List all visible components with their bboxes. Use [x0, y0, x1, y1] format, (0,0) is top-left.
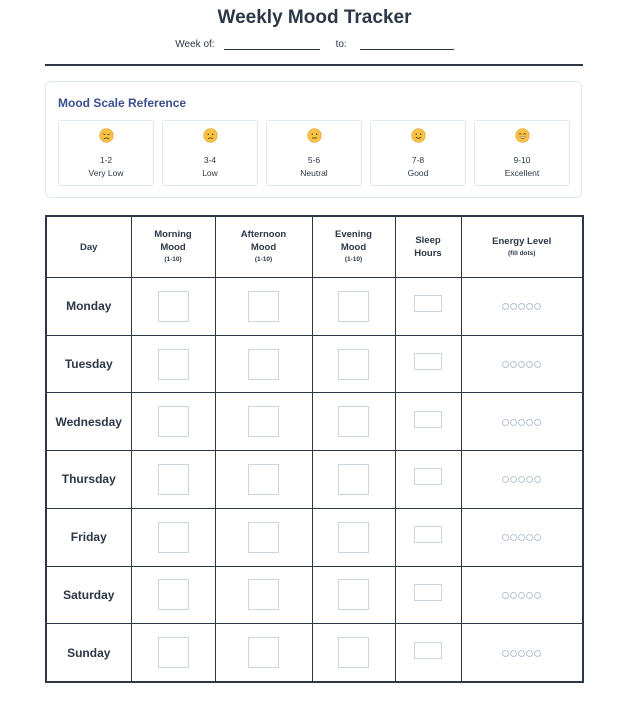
day-label: Wednesday	[46, 393, 131, 451]
energy-dots	[502, 476, 541, 483]
scale-label: Good	[407, 168, 429, 178]
energy-dot[interactable]	[526, 534, 533, 541]
energy-dot[interactable]	[510, 650, 517, 657]
afternoon-mood-cell	[215, 335, 312, 393]
mood-scale-title: Mood Scale Reference	[58, 96, 187, 110]
evening-mood-cell	[312, 335, 395, 393]
energy-level-cell	[461, 508, 583, 566]
evening-mood-input[interactable]	[338, 464, 369, 495]
morning-mood-input[interactable]	[158, 637, 189, 668]
energy-dot[interactable]	[534, 534, 541, 541]
energy-dot[interactable]	[518, 361, 525, 368]
morning-mood-input[interactable]	[158, 464, 189, 495]
energy-dot[interactable]	[526, 650, 533, 657]
energy-dot[interactable]	[526, 361, 533, 368]
mood-scale-reference	[45, 81, 582, 198]
evening-mood-cell	[312, 451, 395, 509]
afternoon-mood-input[interactable]	[248, 579, 279, 610]
morning-mood-cell	[131, 278, 215, 336]
week-start-field[interactable]	[224, 39, 320, 50]
scale-range: 9-10	[513, 155, 531, 165]
header-day: Day	[46, 216, 131, 278]
energy-dot[interactable]	[510, 361, 517, 368]
energy-dot[interactable]	[510, 592, 517, 599]
energy-dot[interactable]	[510, 476, 517, 483]
scale-label: Excellent	[504, 168, 540, 178]
energy-dot[interactable]	[526, 419, 533, 426]
low-face-icon	[163, 128, 257, 143]
header-morning-mood: Morning Mood (1-10)	[131, 216, 215, 278]
table-row	[46, 335, 583, 393]
neutral-face-icon	[267, 128, 361, 143]
energy-level-cell	[461, 566, 583, 624]
energy-dot[interactable]	[518, 650, 525, 657]
day-label: Saturday	[46, 566, 131, 624]
excellent-face-icon	[475, 128, 569, 143]
energy-dot[interactable]	[526, 592, 533, 599]
evening-mood-cell	[312, 393, 395, 451]
week-end-field[interactable]	[360, 39, 454, 50]
energy-dot[interactable]	[502, 650, 509, 657]
afternoon-mood-input[interactable]	[248, 464, 279, 495]
energy-dots	[502, 650, 541, 657]
morning-mood-cell	[131, 624, 215, 682]
energy-dot[interactable]	[502, 361, 509, 368]
table-row	[46, 624, 583, 682]
energy-dot[interactable]	[534, 419, 541, 426]
table-row	[46, 566, 583, 624]
energy-dot[interactable]	[518, 419, 525, 426]
energy-dot[interactable]	[502, 592, 509, 599]
sleep-hours-cell	[395, 278, 461, 336]
sleep-hours-input[interactable]	[414, 584, 442, 601]
energy-level-cell	[461, 335, 583, 393]
scale-range: 7-8	[411, 155, 425, 165]
afternoon-mood-cell	[215, 451, 312, 509]
energy-dot[interactable]	[502, 476, 509, 483]
evening-mood-input[interactable]	[338, 579, 369, 610]
afternoon-mood-cell	[215, 508, 312, 566]
table-row	[46, 508, 583, 566]
sleep-hours-input[interactable]	[414, 353, 442, 370]
sleep-hours-cell	[395, 566, 461, 624]
table-row	[46, 278, 583, 336]
afternoon-mood-cell	[215, 566, 312, 624]
morning-mood-cell	[131, 566, 215, 624]
evening-mood-input[interactable]	[338, 406, 369, 437]
afternoon-mood-input[interactable]	[248, 522, 279, 553]
energy-dot[interactable]	[534, 303, 541, 310]
energy-dots	[502, 419, 541, 426]
sleep-hours-cell	[395, 624, 461, 682]
morning-mood-cell	[131, 508, 215, 566]
day-label: Monday	[46, 278, 131, 336]
morning-mood-cell	[131, 393, 215, 451]
table-header-row	[46, 216, 583, 278]
energy-dot[interactable]	[518, 476, 525, 483]
scale-label: Low	[202, 168, 218, 178]
sleep-hours-input[interactable]	[414, 526, 442, 543]
energy-dots	[502, 534, 541, 541]
week-range	[0, 39, 619, 50]
mood-tracker-table	[45, 215, 584, 683]
afternoon-mood-cell	[215, 393, 312, 451]
sleep-hours-input[interactable]	[414, 468, 442, 485]
header-divider	[45, 64, 583, 66]
energy-dot[interactable]	[534, 476, 541, 483]
to-label: to:	[335, 39, 347, 50]
scale-label: Very Low	[88, 168, 124, 178]
scale-label: Neutral	[300, 168, 328, 178]
sleep-hours-cell	[395, 335, 461, 393]
scale-range: 5-6	[307, 155, 321, 165]
energy-dots	[502, 303, 541, 310]
page-title: Weekly Mood Tracker	[217, 7, 412, 28]
day-label: Thursday	[46, 451, 131, 509]
evening-mood-cell	[312, 624, 395, 682]
afternoon-mood-input[interactable]	[248, 291, 279, 322]
scale-card-very-low	[58, 120, 154, 186]
sleep-hours-cell	[395, 508, 461, 566]
evening-mood-cell	[312, 278, 395, 336]
afternoon-mood-cell	[215, 278, 312, 336]
energy-dots	[502, 361, 541, 368]
energy-dot[interactable]	[510, 419, 517, 426]
table-body	[46, 278, 583, 683]
energy-level-cell	[461, 624, 583, 682]
scale-card-good	[370, 120, 466, 186]
day-label: Sunday	[46, 624, 131, 682]
table-row	[46, 451, 583, 509]
afternoon-mood-input[interactable]	[248, 406, 279, 437]
energy-dot[interactable]	[518, 534, 525, 541]
week-of-label: Week of:	[175, 39, 215, 50]
scale-range: 1-2	[99, 155, 113, 165]
scale-card-low	[162, 120, 258, 186]
header-afternoon-mood: Afternoon Mood (1-10)	[215, 216, 312, 278]
morning-mood-input[interactable]	[158, 349, 189, 380]
energy-dots	[502, 592, 541, 599]
morning-mood-input[interactable]	[158, 291, 189, 322]
morning-mood-cell	[131, 451, 215, 509]
morning-mood-input[interactable]	[158, 406, 189, 437]
energy-dot[interactable]	[502, 303, 509, 310]
morning-mood-input[interactable]	[158, 522, 189, 553]
very-low-face-icon	[59, 128, 153, 143]
energy-dot[interactable]	[510, 303, 517, 310]
good-face-icon	[371, 128, 465, 143]
header-evening-mood: Evening Mood (1-10)	[312, 216, 395, 278]
evening-mood-input[interactable]	[338, 522, 369, 553]
energy-dot[interactable]	[534, 650, 541, 657]
energy-level-cell	[461, 451, 583, 509]
energy-dot[interactable]	[518, 303, 525, 310]
sleep-hours-input[interactable]	[414, 642, 442, 659]
morning-mood-cell	[131, 335, 215, 393]
energy-dot[interactable]	[534, 592, 541, 599]
energy-dot[interactable]	[502, 534, 509, 541]
afternoon-mood-cell	[215, 624, 312, 682]
scale-card-neutral	[266, 120, 362, 186]
energy-dot[interactable]	[518, 592, 525, 599]
sleep-hours-input[interactable]	[414, 411, 442, 428]
day-label: Tuesday	[46, 335, 131, 393]
energy-dot[interactable]	[502, 419, 509, 426]
evening-mood-input[interactable]	[338, 637, 369, 668]
header-sleep-hours: Sleep Hours	[395, 216, 461, 278]
evening-mood-cell	[312, 566, 395, 624]
afternoon-mood-input[interactable]	[248, 637, 279, 668]
morning-mood-input[interactable]	[158, 579, 189, 610]
sleep-hours-cell	[395, 451, 461, 509]
evening-mood-cell	[312, 508, 395, 566]
sleep-hours-cell	[395, 393, 461, 451]
energy-dot[interactable]	[510, 534, 517, 541]
energy-level-cell	[461, 278, 583, 336]
mood-scale-cards	[58, 120, 571, 186]
scale-card-excellent	[474, 120, 570, 186]
energy-level-cell	[461, 393, 583, 451]
evening-mood-input[interactable]	[338, 349, 369, 380]
energy-dot[interactable]	[526, 476, 533, 483]
energy-dot[interactable]	[526, 303, 533, 310]
day-label: Friday	[46, 508, 131, 566]
evening-mood-input[interactable]	[338, 291, 369, 322]
scale-range: 3-4	[203, 155, 217, 165]
energy-dot[interactable]	[534, 361, 541, 368]
afternoon-mood-input[interactable]	[248, 349, 279, 380]
table-row	[46, 393, 583, 451]
sleep-hours-input[interactable]	[414, 295, 442, 312]
header-energy-level: Energy Level (fill dots)	[461, 216, 583, 278]
